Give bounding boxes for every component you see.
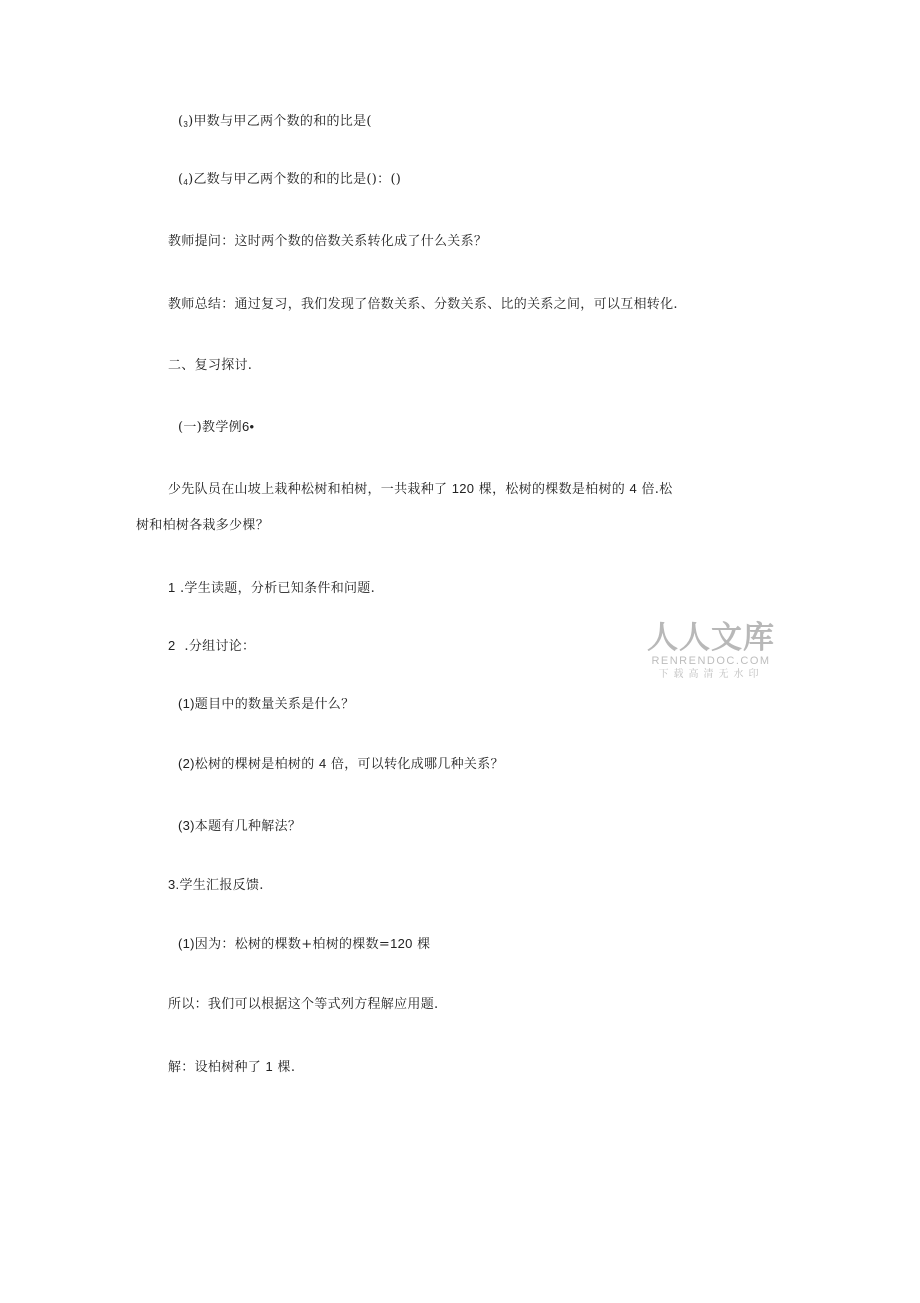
- question-3: (3)本题有几种解法？: [178, 818, 302, 834]
- step-2: 2 .分组讨论：: [168, 638, 256, 654]
- teacher-summary: 教师总结：通过复习，我们发现了倍数关系、分数关系、比的关系之间，可以互相转化.: [168, 297, 678, 312]
- reason-line: (1)因为：松树的棵数+柏树的棵数=120 棵: [178, 936, 431, 952]
- watermark: [646, 621, 776, 681]
- solution-line: 解：设柏树种了 1 棵.: [168, 1059, 296, 1075]
- step-3: 3.学生汇报反馈.: [168, 877, 264, 893]
- watermark-domain: RENRENDOC.COM: [651, 655, 771, 667]
- line-3: $(_3)$甲数与甲乙两个数的和的比是(: [178, 114, 372, 129]
- step-1: 1 .学生读题，分析已知条件和问题.: [168, 580, 376, 596]
- section-heading: 二、复习探讨.: [168, 358, 253, 373]
- line-4: $(_4)$乙数与甲乙两个数的和的比是()：(): [178, 172, 402, 187]
- problem-line-2: 树和柏树各栽多少棵？: [136, 518, 270, 533]
- example-heading: (一)教学例6•: [178, 419, 255, 435]
- so-line: 所以：我们可以根据这个等式列方程解应用题.: [168, 997, 439, 1012]
- problem-line-1: 少先队员在山坡上栽种松树和柏树，一共栽种了 120 棵，松树的棵数是柏树的 4 倍.松: [168, 481, 673, 497]
- question-2: (2)松树的棵树是柏树的 4 倍，可以转化成哪几种关系？: [178, 756, 504, 772]
- watermark-subtitle: 下载高清无水印: [658, 669, 764, 680]
- watermark-title: 人人文库: [647, 620, 775, 656]
- teacher-question: 教师提问：这时两个数的倍数关系转化成了什么关系？: [168, 234, 488, 249]
- question-1: (1)题目中的数量关系是什么？: [178, 696, 355, 712]
